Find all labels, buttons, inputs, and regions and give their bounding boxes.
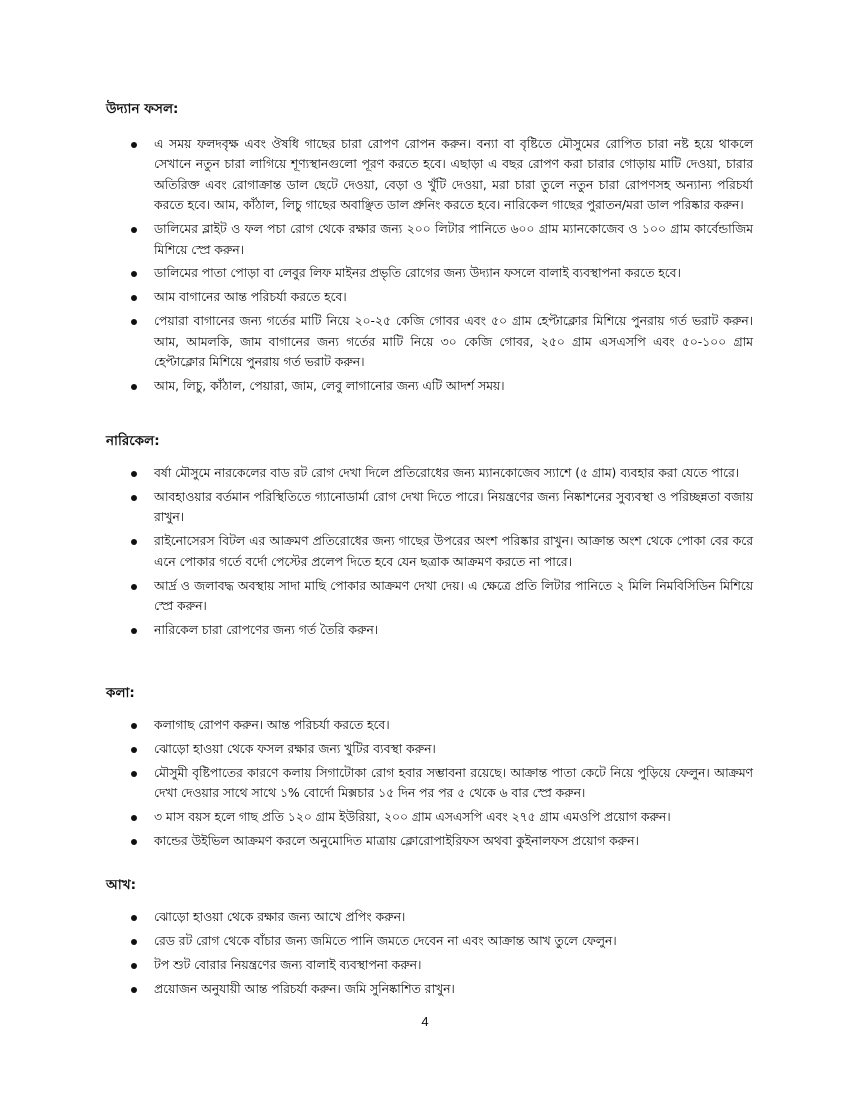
coconut-list: [128, 463, 753, 644]
list-item: প্রয়োজন অনুযায়ী আন্ত পরিচর্যা করুন। জমি সুনিষ্কাশিত রাখুন।: [128, 979, 753, 999]
list-item: কান্ডের উইভিল আক্রমণ করলে অনুমোদিত মাত্রায় ক্লোরোপাইরিফস অথবা কুইনালফস প্রয়োগ করুন।: [128, 831, 753, 851]
section-heading-coconut: নারিকেল:: [106, 433, 160, 449]
list-item: মৌসুমী বৃষ্টিপাতের কারণে কলায় সিগাটোকা রোগ হবার সম্ভাবনা রয়েছে। আক্রান্ত পাতা কেটে নিয়ে পুড়িয়ে ফেলুন। আক্রমণ দেখা দেওয়ার সাথে সাথে ১% বোর্দো মিক্সচার ১৫ দিন পর পর ৫ থেকে ৬ বার স্প্রে করুন।: [128, 763, 753, 804]
list-item: ৩ মাস বয়স হলে গাছ প্রতি ১২০ গ্রাম ইউরিয়া, ২০০ গ্রাম এসএসপি এবং ২৭৫ গ্রাম এমওপি প্রয়োগ করুন।: [128, 807, 753, 827]
list-item: পেয়ারা বাগানের জন্য গর্তের মাটি নিয়ে ২০-২৫ কেজি গোবর এবং ৫০ গ্রাম হেপ্টাক্লোর মিশিয়ে পুনরায় গর্ত ভরাট করুন। আম, আমলকি, জাম বাগানের জন্য গর্তের মাটি নিয়ে ৩০ কেজি গোবর, ২৫০ গ্রাম এসএসপি এবং ৫০-১০০ গ্রাম হেপ্টাক্লোর মিশিয়ে পুনরায় গর্ত ভরাট করুন।: [128, 311, 753, 372]
list-item: কলাগাছ রোপণ করুন। আন্ত পরিচর্যা করতে হবে।: [128, 715, 753, 735]
list-item: বর্ষা মৌসুমে নারকেলের বাড রট রোগ দেখা দিলে প্রতিরোধের জন্য ম্যানকোজেব স্যাশে (৫ গ্রাম) ব্যবহার করা যেতে পারে।: [128, 463, 753, 483]
list-item: ডালিমের পাতা পোড়া বা লেবুর লিফ মাইনর প্রভৃতি রোগের জন্য উদ্যান ফসলে বালাই ব্যবস্থাপনা করতে হবে।: [128, 263, 753, 283]
section-heading-horticulture: উদ্যান ফসল:: [106, 101, 179, 117]
list-item: আর্দ্র ও জলাবদ্ধ অবস্থায় সাদা মাছি পোকার আক্রমণ দেখা দেয়। এ ক্ষেত্রে প্রতি লিটার পানিতে ২ মিলি নিমবিসিডিন মিশিয়ে স্প্রে করুন।: [128, 576, 753, 617]
list-item: ঝোড়ো হাওয়া থেকে ফসল রক্ষার জন্য খুটির ব্যবস্থা করুন।: [128, 739, 753, 759]
horticulture-list: [128, 134, 753, 400]
section-heading-sugarcane: আখ:: [106, 877, 137, 893]
list-item: ডালিমের ব্লাইট ও ফল পচা রোগ থেকে রক্ষার জন্য ২০০ লিটার পানিতে ৬০০ গ্রাম ম্যানকোজেব ও ১০০ গ্রাম কার্বেন্ডাজিম মিশিয়ে স্প্রে করুন।: [128, 219, 753, 260]
list-item: রেড রট রোগ থেকে বাঁচার জন্য জমিতে পানি জমতে দেবেন না এবং আক্রান্ত আখ তুলে ফেলুন।: [128, 931, 753, 951]
list-item: আম বাগানের আন্ত পরিচর্যা করতে হবে।: [128, 287, 753, 307]
list-item: আবহাওয়ার বর্তমান পরিস্থিতিতে গ্যানোডার্মা রোগ দেখা দিতে পারে। নিয়ন্ত্রণের জন্য নিষ্কাশনের সুব্যবস্থা ও পরিচ্ছন্নতা বজায় রাখুন।: [128, 487, 753, 528]
list-item: নারিকেল চারা রোপণের জন্য গর্ত তৈরি করুন।: [128, 620, 753, 640]
banana-list: [128, 715, 753, 855]
list-item: আম, লিচু, কাঁঠাল, পেয়ারা, জাম, লেবু লাগানোর জন্য এটি আদর্শ সময়।: [128, 376, 753, 396]
sugarcane-list: [128, 907, 753, 1003]
list-item: এ সময় ফলদবৃক্ষ এবং ঔষধি গাছের চারা রোপণ রোপন করুন। বন্যা বা বৃষ্টিতে মৌসুমের রোপিত চারা নষ্ট হয়ে থাকলে সেখানে নতুন চারা লাগিয়ে শূণ্যস্থানগুলো পূরণ করতে হবে। এছাড়া এ বছর রোপণ করা চারার গোড়ায় মাটি দেওয়া, চারার অতিরিক্ত এবং রোগাক্রান্ত ডাল ছেটে দেওয়া, বেড়া ও খুঁটি দেওয়া, মরা চারা তুলে নতুন চারা রোপণসহ অন্যান্য পরিচর্যা করতে হবে। আম, কাঁঠাল, লিচু গাছের অবাঞ্ছিত ডাল প্রুনিং করতে হবে। নারিকেল গাছের পুরাতন/মরা ডাল পরিষ্কার করুন।: [128, 134, 753, 216]
list-item: ঝোড়ো হাওয়া থেকে রক্ষার জন্য আখে প্রপিং করুন।: [128, 907, 753, 927]
list-item: রাইনোসেরস বিটল এর আক্রমণ প্রতিরোধের জন্য গাছের উপরের অংশ পরিষ্কার রাখুন। আক্রান্ত অংশ থেকে পোকা বের করে এনে পোকার গর্তে বর্দো পেস্টের প্রলেপ দিতে হবে যেন ছত্রাক আক্রমণ করতে না পারে।: [128, 531, 753, 572]
list-item: টপ শুট বোরার নিয়ন্ত্রণের জন্য বালাই ব্যবস্থাপনা করুন।: [128, 955, 753, 975]
section-heading-banana: কলা:: [106, 685, 135, 701]
page-number: 4: [421, 1014, 429, 1029]
